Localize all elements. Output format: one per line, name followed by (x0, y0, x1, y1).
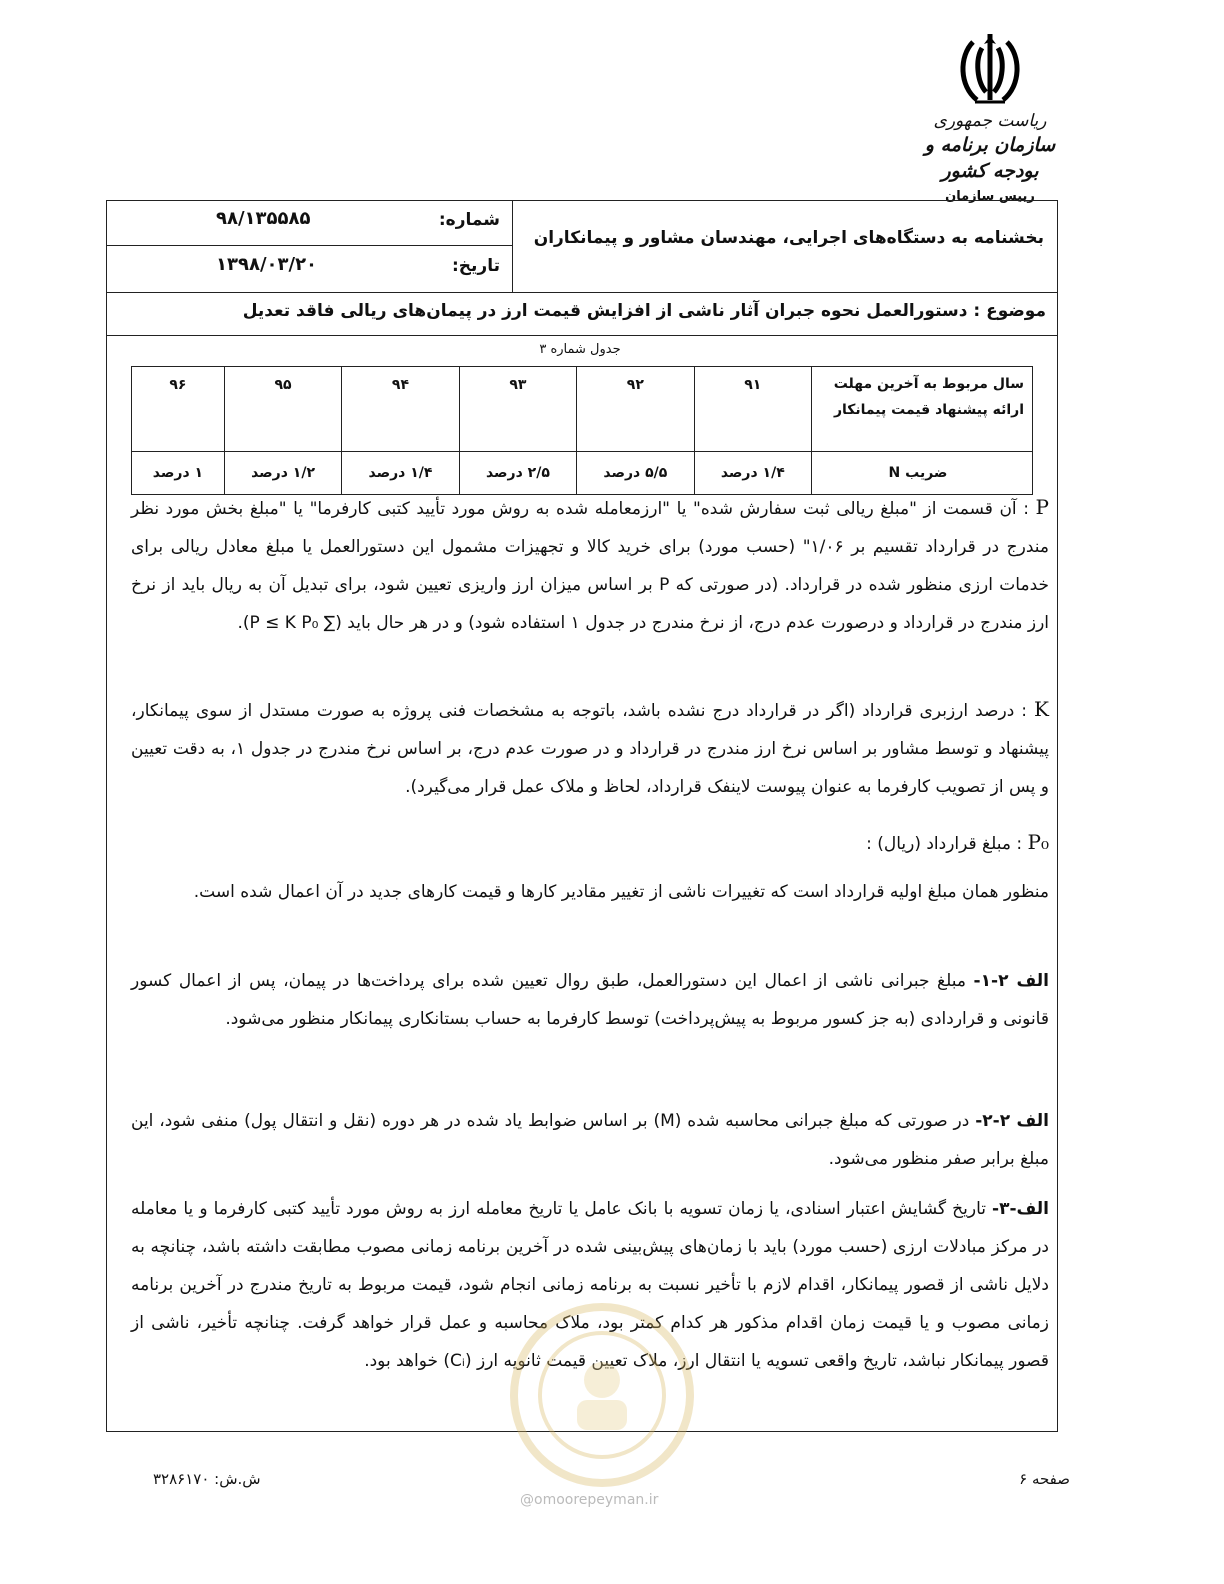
date-label: تاریخ: (452, 256, 500, 276)
clause-a2-2-label: الف ۲-۲- (975, 1111, 1049, 1131)
coefficient-cell: ۲/۵ درصد (459, 452, 576, 495)
paragraph-p0-description (131, 873, 1049, 911)
table-row (132, 367, 1033, 452)
coefficient-cell: ۱/۴ درصد (342, 452, 459, 495)
paragraph-clause-a2-1 (131, 962, 1049, 1038)
symbol-p: P (1035, 495, 1049, 519)
watermark-url: @omoorepeyman.ir (520, 1492, 659, 1508)
number-label: شماره: (438, 210, 500, 230)
year-cell: ۹۱ (694, 367, 811, 452)
p-definition-text: : آن قسمت از "مبلغ ریالی ثبت سفارش شده" یا "ارزمعامله شده به روش مورد تأیید کتبی کارفرما" یا "مبلغ بخش مورد نظر مندرج در قرارداد تقسیم بر ۱/۰۶" (حسب مورد) برای خرید کالا و تجهیزات مشمول این دستورالعمل یا مبلغ معادل ریالی برای خدمات ارزی منظور شده در قرارداد. (در صورتی که P بر اساس میزان ارز واریزی تعیین شود، برای تبدیل آن به ریال باید از نرخ ارز مندرج در قرارداد و درصورت عدم درج، از نرخ مندرج در جدول ۱ استفاده شود) و در هر حال باید (∑ P ≤ K P₀). (131, 499, 1050, 633)
number-value: ۹۸/۱۳۵۵۸۵ (216, 208, 311, 229)
header-meta-cell (106, 200, 512, 292)
table-caption: جدول شماره ۳ (539, 342, 621, 357)
watermark-seal-icon (507, 1300, 697, 1490)
paragraph-p-definition (131, 488, 1049, 642)
page-number: صفحه ۶ (1019, 1470, 1070, 1488)
date-row (106, 246, 512, 292)
coefficient-cell: ۱/۲ درصد (224, 452, 341, 495)
symbol-p0: P₀ (1027, 830, 1049, 854)
subject-row (106, 292, 1058, 336)
clause-a3-text: تاریخ گشایش اعتبار اسنادی، یا زمان تسویه با بانک عامل یا تاریخ معامله ارز به روش مورد تأیید کتبی کارفرما و یا معامله در مرکز مبادلات ارزی (حسب مورد) باید با زمان‌های پیش‌بینی شده در آخرین برنامه زمانی مصوب مطابقت داشته باشد، چنانچه به دلایل ناشی از قصور پیمانکار، اقدام لازم با تأخیر نسبت به برنامه زمانی انجام شود، قیمت مربوط به تاریخ مندرج در آخرین برنامه زمانی مصوب و یا قیمت زمان اقدام مذکور هر کدام کمتر بود، ملاک محاسبه و عمل قرار خواهد گرفت. چنانچه تأخیر، ناشی از قصور پیمانکار نباشد، تاریخ واقعی تسویه یا انتقال ارز، ملاک تعیین قیمت ثانویه ارز (Cᵢ) خواهد بود. (131, 1199, 1049, 1371)
coefficient-header-cell: ضریب N (812, 452, 1033, 495)
year-cell: ۹۴ (342, 367, 459, 452)
year-cell: ۹۶ (132, 367, 225, 452)
coefficient-table (131, 366, 1033, 495)
symbol-k: K (1034, 697, 1049, 721)
paragraph-clause-a2-2 (131, 1102, 1049, 1178)
subject-text: موضوع : دستورالعمل نحوه جبران آثار ناشی از افزایش قیمت ارز در پیمان‌های ریالی فاقد تعدیل (242, 301, 1046, 321)
paragraph-k-definition (131, 690, 1049, 806)
k-definition-text: : درصد ارزبری قرارداد (اگر در قرارداد درج نشده باشد، باتوجه به مشخصات فنی پروژه به صورت مستدل از سوی پیمانکار، پیشنهاد و توسط مشاور بر اساس نرخ ارز مندرج در قرارداد و در صورت عدم درج، بر اساس نرخ مندرج در جدول ۱، به دقت تعیین و پس از تصویب کارفرما به عنوان پیوست لاینفک قرارداد، لحاظ و ملاک عمل قرار می‌گیرد). (131, 701, 1049, 797)
logo-line-organization: سازمان برنامه و بودجه کشور (924, 134, 1056, 182)
coefficient-cell: ۱ درصد (132, 452, 225, 495)
iran-emblem-icon (955, 30, 1025, 108)
clause-a3-label: الف-۳- (992, 1199, 1049, 1219)
clause-a2-1-text: مبلغ جبرانی ناشی از اعمال این دستورالعمل، طبق روال تعیین شده برای پرداخت‌ها در پیمان، پس از اعمال کسور قانونی و قراردادی (به جز کسور مربوط به پیش‌پرداخت) توسط کارفرما به حساب بستانکاری پیمانکار منظور می‌شود. (131, 971, 1049, 1029)
number-row (106, 200, 512, 246)
emblem-header (915, 30, 1065, 204)
clause-a2-1-label: الف ۲-۱- (973, 971, 1050, 991)
year-cell: ۹۳ (459, 367, 576, 452)
paragraph-p0-definition (131, 823, 1049, 863)
year-cell: ۹۵ (224, 367, 341, 452)
clause-a2-2-text: در صورتی که مبلغ جبرانی محاسبه شده (M) بر اساس ضوابط یاد شده در هر دوره (نقل و انتقال پول) منفی شود، این مبلغ برابر صفر منظور می‌شود. (131, 1111, 1049, 1169)
logo-line-head: رییس سازمان (945, 189, 1035, 204)
logo-line-presidency: ریاست جمهوری (933, 111, 1047, 131)
header-title-cell (512, 200, 1058, 292)
serial-number: ش.ش: ۳۲۸۶۱۷۰ (153, 1470, 261, 1488)
p0-definition-text: : مبلغ قرارداد (ریال) : (866, 834, 1028, 854)
p0-description-text: منظور همان مبلغ اولیه قرارداد است که تغییرات ناشی از تغییر مقادیر کارها و قیمت کارهای جدید در آن اعمال شده است. (193, 882, 1049, 902)
year-cell: ۹۲ (577, 367, 694, 452)
coefficient-cell: ۵/۵ درصد (577, 452, 694, 495)
coefficient-cell: ۱/۴ درصد (694, 452, 811, 495)
year-header-cell: سال مربوط به آخرین مهلت ارائه پیشنهاد قیمت پیمانکار (812, 367, 1033, 452)
circular-title: بخشنامه به دستگاه‌های اجرایی، مهندسان مشاور و پیمانکاران (533, 228, 1044, 248)
date-value: ۱۳۹۸/۰۳/۲۰ (216, 254, 318, 275)
